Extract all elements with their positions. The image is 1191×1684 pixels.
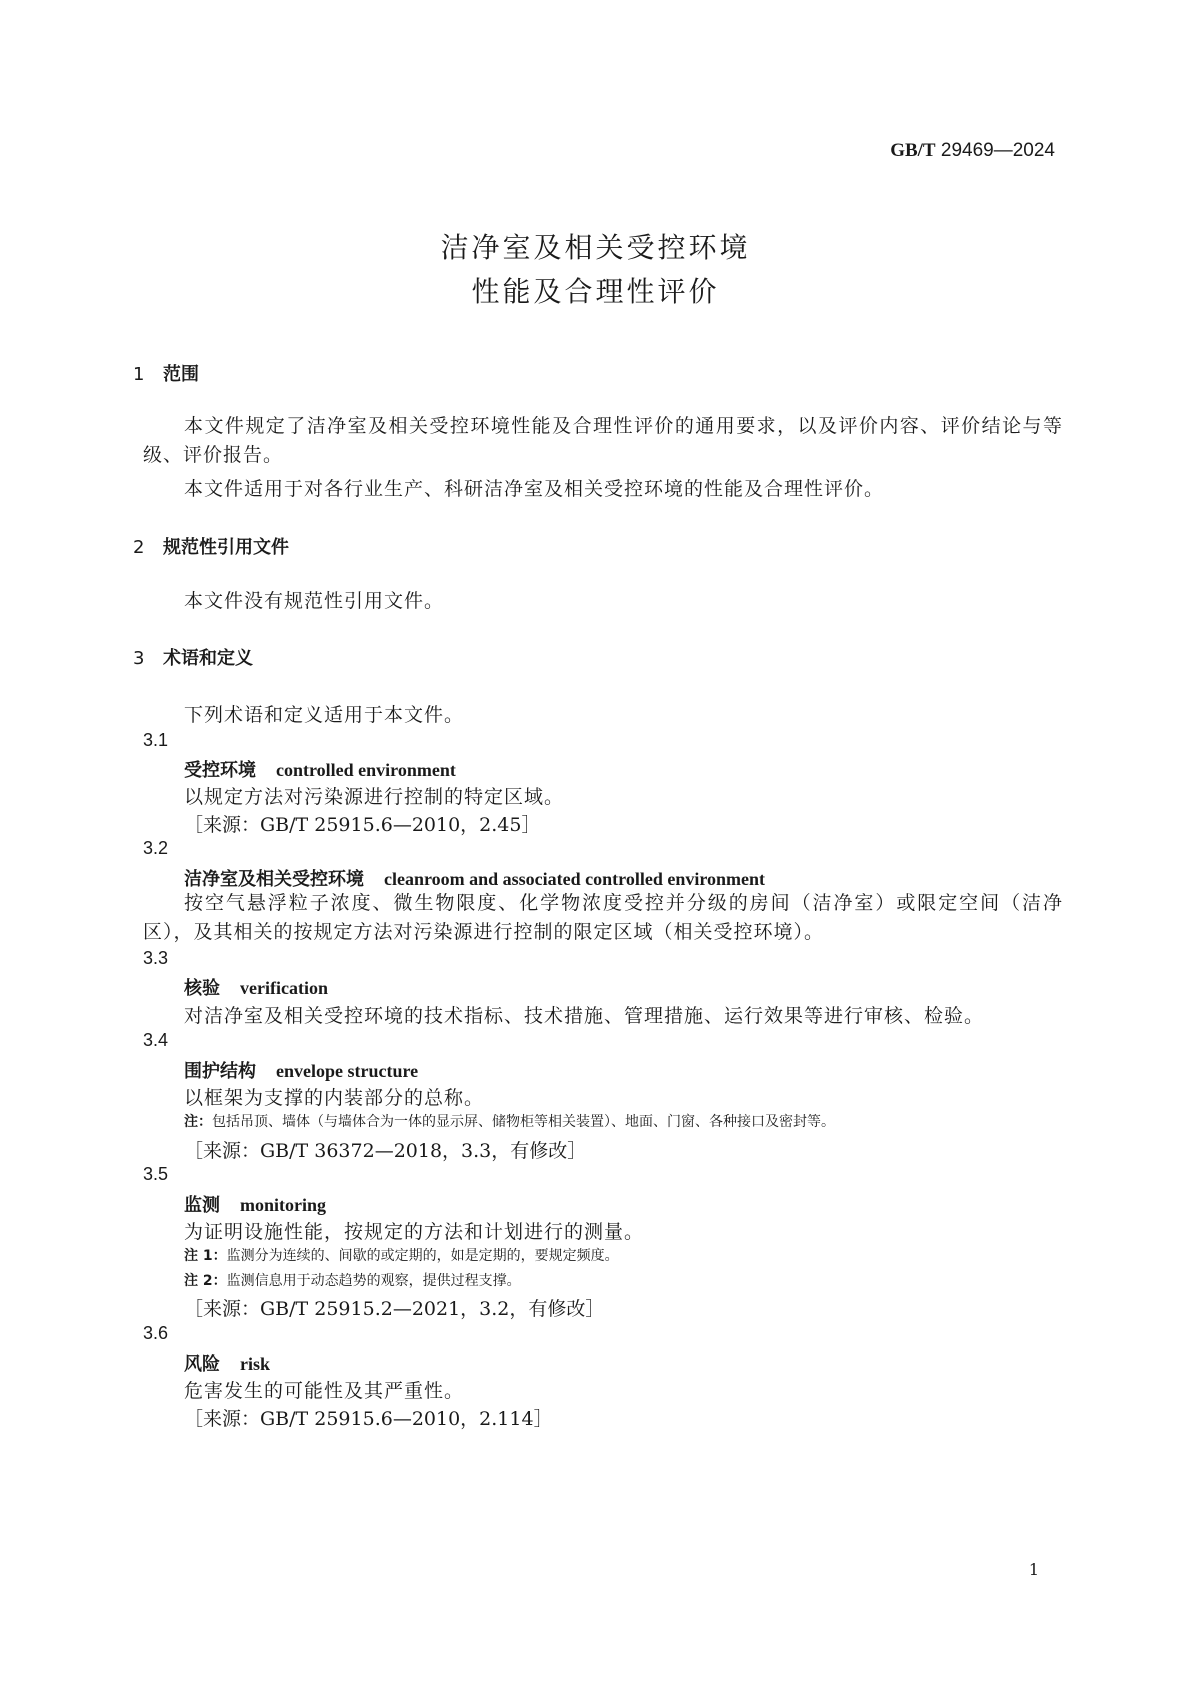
- scope-paragraph-1: 本文件规定了洁净室及相关受控环境性能及合理性评价的通用要求，以及评价内容、评价结论与等级、评价报告。: [143, 415, 1063, 466]
- section-title: 范围: [163, 364, 199, 385]
- page-number: 1: [1028, 1560, 1039, 1579]
- term-number: 3.6: [143, 1323, 169, 1343]
- term-heading: [184, 1350, 270, 1376]
- term-definition: 以框架为支撑的内装部分的总称。: [184, 1087, 485, 1109]
- term-source: ［来源：GB/T 36372—2018，3.3，有修改］: [184, 1140, 587, 1162]
- term-zh: 风险: [184, 1354, 220, 1375]
- section-title: 规范性引用文件: [163, 537, 289, 558]
- standard-code: [890, 140, 1055, 162]
- term-definition: 为证明设施性能，按规定的方法和计划进行的测量。: [184, 1221, 645, 1243]
- section-number: 3: [133, 648, 145, 669]
- term-definition: 对洁净室及相关受控环境的技术指标、技术措施、管理措施、运行效果等进行审核、检验。: [184, 1005, 985, 1027]
- term-heading: [184, 1191, 326, 1217]
- terms-intro-paragraph: 下列术语和定义适用于本文件。: [184, 704, 465, 726]
- term-zh: 核验: [184, 978, 220, 999]
- term-number: 3.2: [143, 838, 169, 858]
- term-en: envelope structure: [276, 1061, 419, 1081]
- term-heading: [184, 974, 328, 1000]
- normative-refs-paragraph: 本文件没有规范性引用文件。: [184, 590, 445, 612]
- term-number: 3.3: [143, 948, 169, 968]
- term-en: risk: [240, 1354, 271, 1374]
- term-zh: 围护结构: [184, 1061, 256, 1082]
- section-heading-normative-refs: [133, 533, 289, 559]
- term-note: [184, 1245, 619, 1265]
- term-heading: [184, 1057, 418, 1083]
- document-title-line1: 洁净室及相关受控环境: [440, 231, 751, 264]
- term-heading: [184, 756, 456, 782]
- term-number: 3.1: [143, 730, 169, 750]
- scope-paragraph-2: 本文件适用于对各行业生产、科研洁净室及相关受控环境的性能及合理性评价。: [184, 478, 885, 500]
- term-number: 3.4: [143, 1030, 169, 1050]
- term-en: verification: [240, 978, 328, 998]
- term-heading: [184, 865, 765, 891]
- standard-number: 29469—2024: [940, 140, 1055, 161]
- term-note: [184, 1111, 835, 1131]
- section-number: 1: [133, 364, 145, 385]
- term-en: controlled environment: [276, 760, 456, 780]
- term-zh: 受控环境: [184, 760, 256, 781]
- term-note: [184, 1270, 521, 1290]
- term-zh: 监测: [184, 1195, 220, 1216]
- term-number: 3.5: [143, 1164, 169, 1184]
- term-en: cleanroom and associated controlled environment: [384, 869, 765, 889]
- document-title-line2: 性能及合理性评价: [471, 275, 720, 308]
- note-text: 监测分为连续的、间歇的或定期的，如是定期的，要规定频度。: [226, 1248, 619, 1264]
- term-definition: 危害发生的可能性及其严重性。: [184, 1380, 465, 1402]
- term-en: monitoring: [240, 1195, 327, 1215]
- section-heading-terms: [133, 644, 253, 670]
- section-number: 2: [133, 537, 145, 558]
- term-definition: 以规定方法对污染源进行控制的特定区域。: [184, 786, 565, 808]
- term-source: ［来源：GB/T 25915.6—2010，2.45］: [184, 814, 541, 836]
- standard-prefix: GB/T: [890, 140, 936, 161]
- section-heading-scope: [133, 360, 199, 386]
- note-label: 注 1：: [184, 1248, 227, 1264]
- note-label: 注 2：: [184, 1273, 227, 1289]
- note-text: 包括吊顶、墙体（与墙体合为一体的显示屏、储物柜等相关装置）、地面、门窗、各种接口及密封等。: [212, 1114, 835, 1130]
- note-text: 监测信息用于动态趋势的观察，提供过程支撑。: [226, 1273, 521, 1289]
- term-definition: 按空气悬浮粒子浓度、微生物限度、化学物浓度受控并分级的房间（洁净室）或限定空间（洁净区），及其相关的按规定方法对污染源进行控制的限定区域（相关受控环境）。: [143, 892, 1063, 943]
- term-zh: 洁净室及相关受控环境: [184, 869, 364, 890]
- term-source: ［来源：GB/T 25915.2—2021，3.2，有修改］: [184, 1298, 605, 1320]
- note-label: 注：: [184, 1114, 212, 1130]
- section-title: 术语和定义: [163, 648, 253, 669]
- term-source: ［来源：GB/T 25915.6—2010，2.114］: [184, 1408, 553, 1430]
